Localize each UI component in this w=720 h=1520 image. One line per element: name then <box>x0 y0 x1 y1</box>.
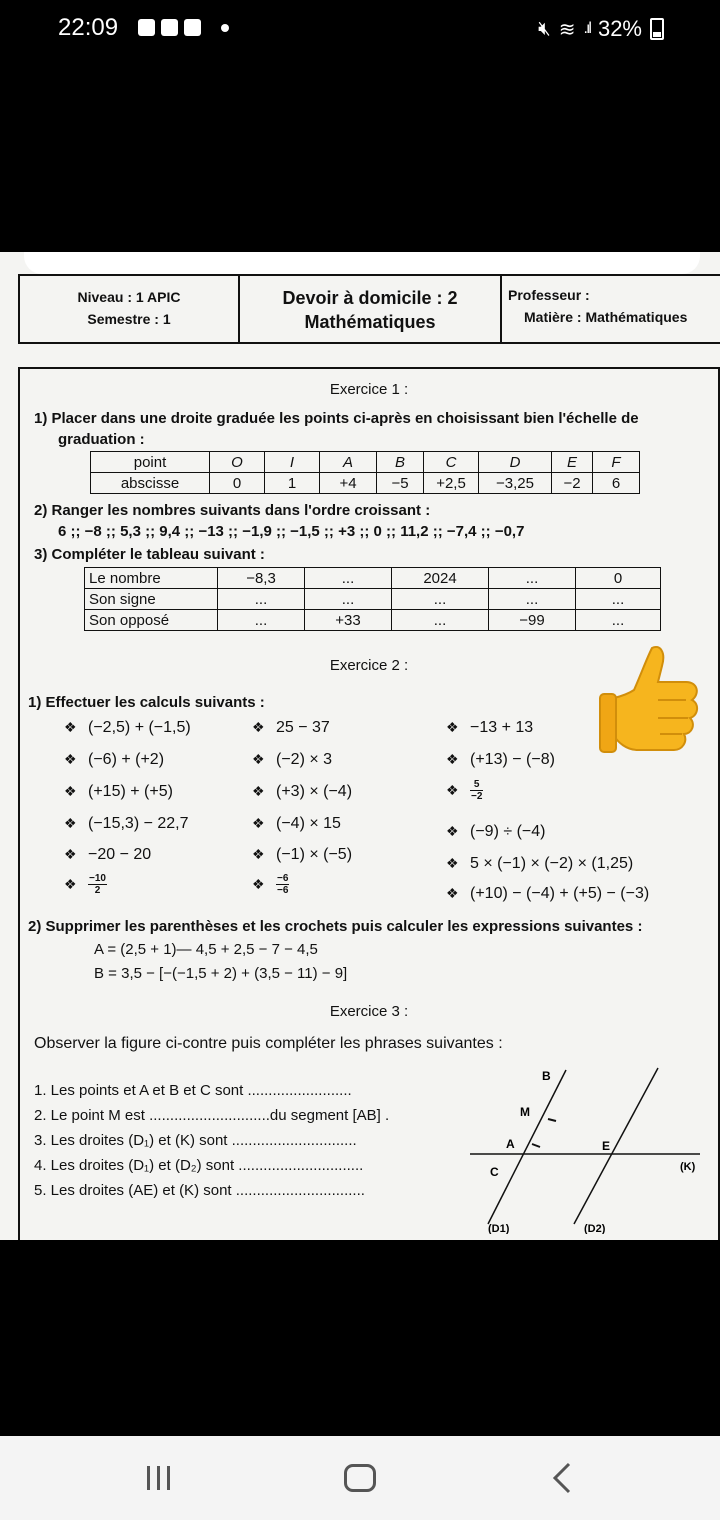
more-notifications-icon <box>221 24 229 32</box>
calc-item <box>64 719 191 737</box>
line-d1 <box>488 1070 566 1224</box>
table-cell: 2024 <box>392 568 489 589</box>
fraction-numerator: 5 <box>470 779 483 791</box>
table-cell: +4 <box>320 473 377 494</box>
table-cell: I <box>265 452 320 473</box>
diamond-bullet-icon: ❖ <box>252 846 265 862</box>
table-cell: −5 <box>377 473 424 494</box>
expression-a: A = (2,5 + 1)— 4,5 + 2,5 − 7 − 4,5 <box>94 941 318 958</box>
exercise-2-title: Exercice 2 : <box>329 657 409 674</box>
table-cell: ... <box>218 589 305 610</box>
calc-item <box>446 823 545 841</box>
ex1-question-1: 1) Placer dans une droite graduée les points ci-après en choisissant bien l'échelle de <box>34 410 639 427</box>
calc-text: (+3) × (−4) <box>276 783 353 800</box>
table-row <box>91 452 640 473</box>
table-cell: ... <box>305 568 392 589</box>
calc-item <box>64 751 164 769</box>
subject-label: Matière : Mathématiques <box>524 309 688 325</box>
ex3-item: 4. Les droites (D₁) et (D₂) sont .............................. <box>34 1157 364 1174</box>
ex3-item: 2. Le point M est .............................du segment [AB] . <box>34 1107 390 1124</box>
battery-icon <box>650 18 664 40</box>
diamond-bullet-icon: ❖ <box>446 751 459 767</box>
table-cell: 1 <box>265 473 320 494</box>
back-button[interactable] <box>538 1458 586 1498</box>
table-cell: ... <box>489 568 576 589</box>
table-cell: abscisse <box>91 473 210 494</box>
diamond-bullet-icon: ❖ <box>446 781 459 798</box>
calc-text: (−6) + (+2) <box>88 751 165 768</box>
table-cell: −8,3 <box>218 568 305 589</box>
diamond-bullet-icon: ❖ <box>252 751 265 767</box>
table-cell: Son signe <box>85 589 218 610</box>
diamond-bullet-icon: ❖ <box>446 885 459 901</box>
table-cell: −99 <box>489 610 576 631</box>
table-row <box>91 473 640 494</box>
table-cell: +2,5 <box>424 473 479 494</box>
label-k: (K) <box>680 1161 696 1173</box>
diamond-bullet-icon: ❖ <box>64 783 77 799</box>
thumbs-up-emoji <box>594 642 702 758</box>
calc-text: (−4) × 15 <box>276 815 341 832</box>
table-cell: Le nombre <box>85 568 218 589</box>
diamond-bullet-icon: ❖ <box>252 815 265 831</box>
table-cell: ... <box>392 610 489 631</box>
black-area <box>0 1240 720 1436</box>
ex3-item: 1. Les points et A et B et C sont ......................... <box>34 1082 352 1099</box>
homework-title: Devoir à domicile : 2 <box>282 288 458 308</box>
status-bar <box>0 0 720 60</box>
table-cell: F <box>593 452 640 473</box>
calc-item <box>252 846 352 864</box>
calc-text: (−15,3) − 22,7 <box>88 815 189 832</box>
geometry-figure <box>470 1064 700 1234</box>
calc-item <box>446 751 555 769</box>
table-cell: ... <box>576 610 661 631</box>
expression-b: B = 3,5 − [−(−1,5 + 2) + (3,5 − 11) − 9] <box>94 965 348 982</box>
diamond-bullet-icon: ❖ <box>252 719 265 735</box>
ex2-question-1: 1) Effectuer les calculs suivants : <box>28 694 265 711</box>
diamond-bullet-icon: ❖ <box>252 875 265 892</box>
fraction-denominator: 2 <box>94 885 101 896</box>
label-b: B <box>542 1069 551 1083</box>
table-cell: −2 <box>552 473 593 494</box>
label-d2: (D2) <box>584 1223 606 1234</box>
worksheet-header <box>18 274 720 344</box>
semester-text: Semestre : 1 <box>87 311 171 327</box>
youtube-notification-icon <box>161 19 178 36</box>
numbers-to-sort: 6 ;; −8 ;; 5,3 ;; 9,4 ;; −13 ;; −1,9 ;; −1,5 ;; +3 ;; 0 ;; 11,2 ;; −7,4 ;; −0,7 <box>58 523 525 540</box>
diamond-bullet-icon: ❖ <box>252 783 265 799</box>
tick-mark <box>548 1119 556 1121</box>
calc-text: (−2,5) + (−1,5) <box>88 719 191 736</box>
table-cell: +33 <box>305 610 392 631</box>
label-c: C <box>490 1165 499 1179</box>
calc-item <box>252 751 332 769</box>
diamond-bullet-icon: ❖ <box>446 719 459 735</box>
table-cell: A <box>320 452 377 473</box>
calc-text: (−1) × (−5) <box>276 846 353 863</box>
table-cell: D <box>479 452 552 473</box>
calc-text: (−9) ÷ (−4) <box>470 823 546 840</box>
back-icon <box>551 1461 573 1495</box>
exercise-3-title: Exercice 3 : <box>329 1003 409 1020</box>
line-d2 <box>574 1068 658 1224</box>
label-e: E <box>602 1139 611 1153</box>
ex1-question-1-cont: graduation : <box>58 431 145 448</box>
calc-item <box>64 873 107 896</box>
fraction <box>470 779 483 802</box>
diamond-bullet-icon: ❖ <box>446 855 459 871</box>
calc-item <box>252 873 289 896</box>
youtube-notification-icon-2 <box>184 19 201 36</box>
calc-text: (+10) − (−4) + (+5) − (−3) <box>470 885 650 902</box>
header-teacher-cell <box>502 276 720 342</box>
calc-item <box>64 846 151 864</box>
fraction-denominator: −2 <box>471 791 483 802</box>
ex1-question-3: 3) Compléter le tableau suivant : <box>34 546 265 563</box>
calc-item <box>64 815 189 833</box>
diamond-bullet-icon: ❖ <box>64 875 77 892</box>
abscissa-table <box>90 451 640 494</box>
table-row <box>85 568 661 589</box>
navigation-bar <box>0 1436 720 1520</box>
table-cell: B <box>377 452 424 473</box>
table-cell: ... <box>218 610 305 631</box>
paper-edge <box>24 252 700 274</box>
label-m: M <box>520 1105 530 1119</box>
status-time: 22:09 <box>58 14 119 41</box>
teacher-label: Professeur : <box>508 287 590 303</box>
table-cell: E <box>552 452 593 473</box>
ex3-item: 5. Les droites (AE) et (K) sont ............................... <box>34 1182 365 1199</box>
home-button[interactable] <box>336 1458 384 1498</box>
header-level-cell <box>20 276 240 342</box>
fraction <box>276 873 289 896</box>
table-cell: ... <box>392 589 489 610</box>
table-cell: 0 <box>576 568 661 589</box>
recent-apps-button[interactable] <box>130 1458 186 1498</box>
calc-text: (+13) − (−8) <box>470 751 555 768</box>
gallery-notification-icon <box>138 19 155 36</box>
wifi-icon: ≋ <box>558 18 576 41</box>
calc-text: −13 + 13 <box>470 719 534 736</box>
diamond-bullet-icon: ❖ <box>64 719 77 735</box>
ex2-question-2: 2) Supprimer les parenthèses et les crochets puis calculer les expressions suivantes : <box>28 918 643 935</box>
ex3-intro: Observer la figure ci-contre puis compléter les phrases suivantes : <box>34 1035 503 1052</box>
table-cell: Son opposé <box>85 610 218 631</box>
table-cell: ... <box>489 589 576 610</box>
sign-opposite-table <box>84 567 661 631</box>
calc-item <box>252 719 330 737</box>
calc-item <box>446 855 633 873</box>
calc-text: −20 − 20 <box>88 846 152 863</box>
table-row <box>85 610 661 631</box>
calc-item <box>252 815 341 833</box>
table-cell: −3,25 <box>479 473 552 494</box>
fraction-numerator: −10 <box>89 873 106 884</box>
fraction <box>88 873 107 896</box>
calc-text: 5 × (−1) × (−2) × (1,25) <box>470 855 634 872</box>
exercise-1-title: Exercice 1 : <box>329 381 409 398</box>
table-row <box>85 589 661 610</box>
level-text: Niveau : 1 APIC <box>77 289 181 305</box>
subject-title: Mathématiques <box>304 312 436 332</box>
table-cell: ... <box>305 589 392 610</box>
home-icon <box>344 1464 376 1492</box>
recent-apps-icon <box>147 1466 150 1490</box>
calc-text: 25 − 37 <box>276 719 330 736</box>
diamond-bullet-icon: ❖ <box>64 815 77 831</box>
diamond-bullet-icon: ❖ <box>64 846 77 862</box>
calc-item <box>446 719 533 737</box>
table-cell: C <box>424 452 479 473</box>
table-cell: point <box>91 452 210 473</box>
table-cell: 6 <box>593 473 640 494</box>
diamond-bullet-icon: ❖ <box>446 823 459 839</box>
fraction-denominator: −6 <box>277 885 289 896</box>
table-cell: 0 <box>210 473 265 494</box>
table-cell: O <box>210 452 265 473</box>
header-title-cell <box>240 276 502 342</box>
fraction-numerator: −6 <box>277 873 289 884</box>
ex3-item: 3. Les droites (D₁) et (K) sont .............................. <box>34 1132 357 1149</box>
label-a: A <box>506 1137 515 1151</box>
calc-item <box>64 783 173 801</box>
diamond-bullet-icon: ❖ <box>64 751 77 767</box>
tick-mark <box>532 1144 540 1147</box>
calc-text: (−2) × 3 <box>276 751 333 768</box>
calc-item <box>252 783 352 801</box>
ex1-question-2: 2) Ranger les nombres suivants dans l'ordre croissant : <box>34 502 431 519</box>
signal-icon: .ıl <box>583 20 590 37</box>
label-d1: (D1) <box>488 1223 510 1234</box>
calc-item <box>446 779 483 802</box>
table-cell: ... <box>576 589 661 610</box>
battery-percent: 32% <box>597 16 642 41</box>
calc-item <box>446 885 649 903</box>
mute-icon: 🔇︎ <box>538 17 551 40</box>
calc-text: (+15) + (+5) <box>88 783 173 800</box>
worksheet-photo <box>0 252 720 1240</box>
